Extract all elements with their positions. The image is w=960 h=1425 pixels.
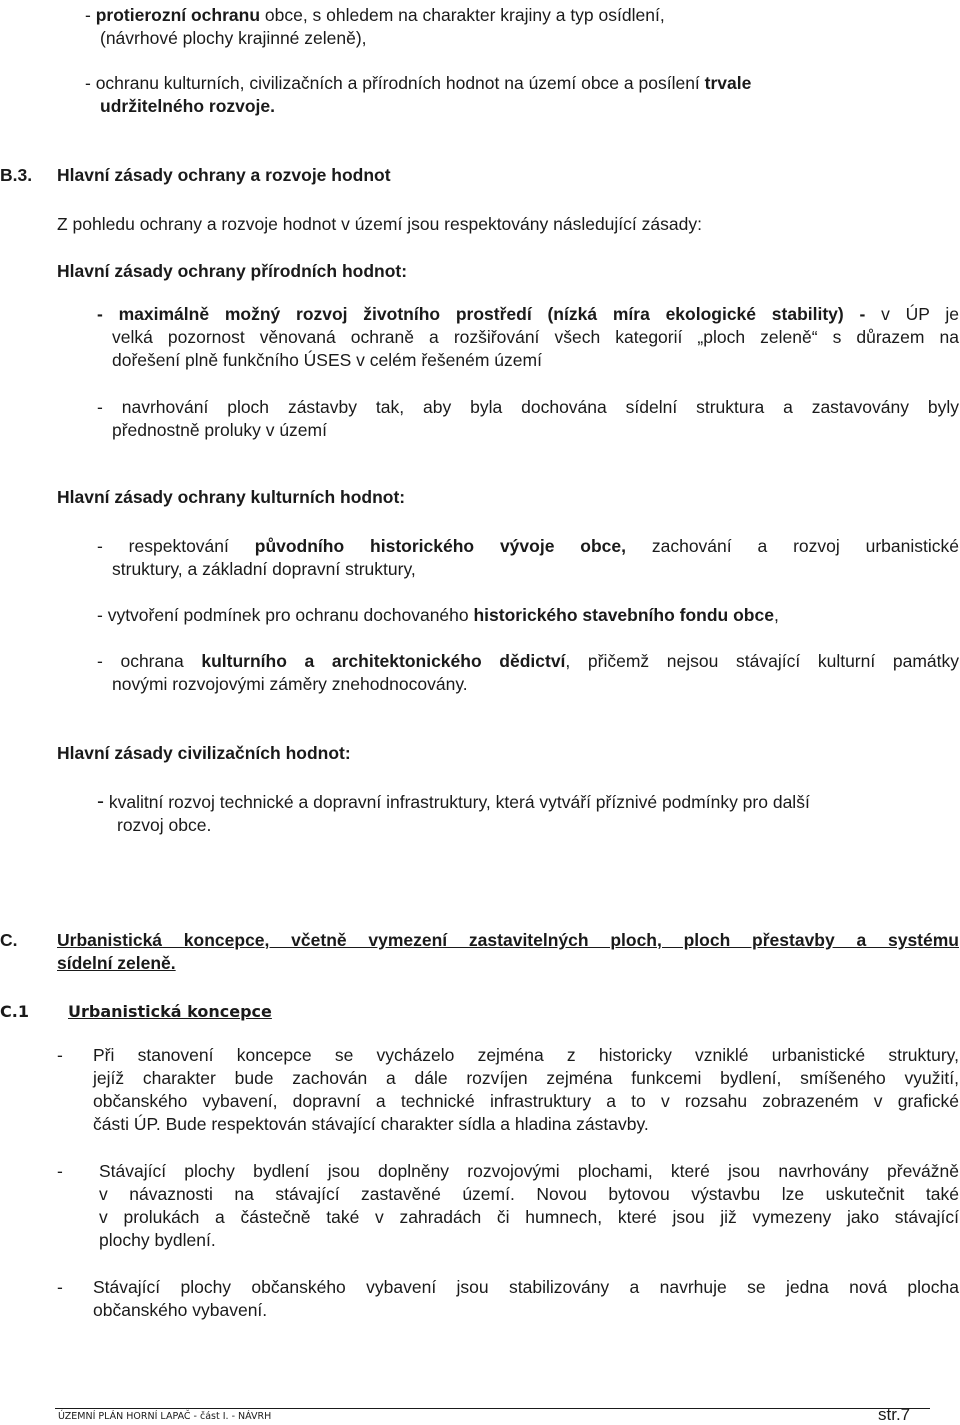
bold-term: protierozní ochranu: [95, 5, 261, 25]
text: v ÚP je: [865, 304, 960, 324]
cultural-bullet-1: [97, 535, 959, 581]
paragraph-bydleni: [99, 1160, 959, 1252]
bold-term: historického stavebního fondu obce: [473, 605, 774, 625]
text: - vytvoření podmínek pro ochranu dochovaného: [97, 605, 474, 625]
intro-item-protierozni: [85, 4, 905, 50]
footer-rule: [55, 1408, 930, 1409]
section-title-b3: Hlavní zásady ochrany a rozvoje hodnot: [57, 165, 391, 185]
text-line: občanského vybavení.: [93, 1300, 268, 1320]
text-line: plochy bydlení.: [99, 1230, 216, 1250]
paragraph-obcanske-vybaveni: [93, 1276, 959, 1322]
subheading-civil: Hlavní zásady civilizačních hodnot:: [57, 743, 351, 763]
text: , přičemž nejsou stávající kulturní památky: [565, 651, 959, 671]
cultural-bullet-3: [97, 650, 959, 696]
text-line: v prolukách a částečně také v zahradách či humnech, které jsou již vymezeny jako stávající: [99, 1207, 959, 1227]
section-title-c: [57, 929, 959, 975]
footer-document-title: ÚZEMNÍ PLÁN HORNÍ LAPAČ - část I. - NÁVRH: [58, 1411, 272, 1422]
text-line: - navrhování ploch zástavby tak, aby byla dochována sídelní struktura a zastavovány byly: [97, 397, 959, 417]
section-number-c1: C.1: [0, 1002, 29, 1021]
text: zachování a rozvoj urbanistické: [626, 536, 960, 556]
dash: -: [97, 790, 104, 813]
text-line: v návaznosti na stávající zastavěné území. Novou bytovou výstavbu lze uskutečnit také: [99, 1184, 959, 1204]
text-line: rozvoj obce.: [117, 815, 212, 835]
section-title-c1: Urbanistická koncepce: [68, 1002, 272, 1021]
bold-term: udržitelného rozvoje.: [100, 96, 276, 116]
section-number-c: C.: [0, 930, 18, 950]
bold-term: původního historického vývoje obce,: [254, 536, 626, 556]
text-line: Při stanovení koncepce se vycházelo zejména z historicky vzniklé urbanistické struktury,: [93, 1045, 959, 1065]
paragraph-dash: -: [57, 1161, 63, 1181]
title-line: sídelní zeleně.: [57, 953, 176, 973]
footer-page-number: str.7: [878, 1405, 911, 1424]
section-intro: Z pohledu ochrany a rozvoje hodnot v území jsou respektovány následující zásady:: [57, 214, 702, 234]
bold-term: kulturního a architektonického dědictví: [201, 651, 566, 671]
text-line: Stávající plochy bydlení jsou doplněny rozvojovými plochami, které jsou navrhovány převážně: [99, 1161, 959, 1181]
text-line: struktury, a základní dopravní struktury,: [112, 559, 416, 579]
paragraph-koncepce: [93, 1044, 959, 1136]
bold-term: trvale: [704, 73, 752, 93]
title-line: Urbanistická koncepce, včetně vymezení zastavitelných ploch, ploch přestavby a systému: [57, 930, 959, 950]
intro-item-ochrana-hodnot: [85, 72, 915, 118]
text: - respektování: [97, 536, 255, 556]
natural-bullet-2: [97, 396, 959, 442]
text-line: novými rozvojovými záměry znehodnocovány.: [112, 674, 468, 694]
paragraph-dash: -: [57, 1045, 63, 1065]
bold-term: - maximálně možný rozvoj životního prostředí (nízká míra ekologické stability) -: [97, 304, 866, 324]
text-line: občanského vybavení, dopravní a technické infrastruktury a to v rozsahu zobrazeném v grafické: [93, 1091, 959, 1111]
civil-bullet-1: [97, 790, 937, 837]
text: kvalitní rozvoj technické a dopravní infrastruktury, která vytváří příznivé podmínky pro další: [104, 792, 810, 812]
paragraph-dash: -: [57, 1277, 63, 1297]
text-line: dořešení plně funkčního ÚSES v celém řešeném území: [112, 350, 542, 370]
subheading-cultural: Hlavní zásady ochrany kulturních hodnot:: [57, 487, 406, 507]
dash: -: [85, 5, 91, 25]
text: - ochrana: [97, 651, 202, 671]
text-line: Stávající plochy občanského vybavení jsou stabilizovány a navrhuje se jedna nová plocha: [93, 1277, 959, 1297]
text: ochranu kulturních, civilizačních a přírodních hodnot na území obce a posílení: [90, 73, 705, 93]
text-line: velká pozornost věnovaná ochraně a rozšiřování všech kategorií „ploch zeleně“ s důrazem na: [112, 327, 959, 347]
text: obce, s ohledem na charakter krajiny a typ osídlení,: [260, 5, 665, 25]
cultural-bullet-2: [97, 604, 959, 627]
section-number-b3: B.3.: [0, 165, 33, 185]
text-line: části ÚP. Bude respektován stávající charakter sídla a hladina zástavby.: [93, 1114, 649, 1134]
dash: -: [85, 73, 91, 93]
subheading-natural: Hlavní zásady ochrany přírodních hodnot:: [57, 261, 408, 281]
text: ,: [773, 605, 779, 625]
text-line: přednostně proluky v území: [112, 420, 327, 440]
natural-bullet-1: [97, 303, 959, 372]
text-line: (návrhové plochy krajinné zeleně),: [100, 28, 367, 48]
text-line: jejíž charakter bude zachován a dále rozvíjen zejména funkcemi bydlení, smíšeného využití,: [93, 1068, 959, 1088]
